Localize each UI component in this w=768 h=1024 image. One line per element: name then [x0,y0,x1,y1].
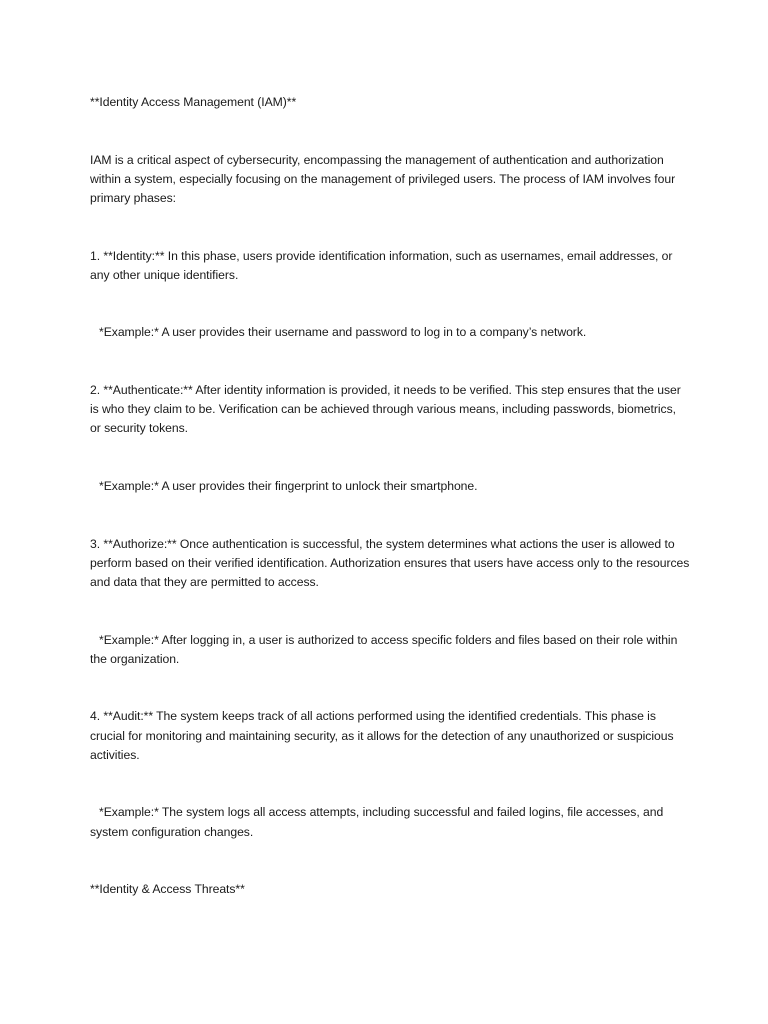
section-subheading: **Identity & Access Threats** [90,882,245,897]
document-heading: **Identity Access Management (IAM)** [90,95,297,109]
example-authorize-paragraph: *Example:* After logging in, a user is authorized to access specific folders and files based on their role within the organization. [90,632,678,666]
phase-audit-paragraph: 4. **Audit:** The system keeps track of all actions performed using the identified credentials. This phase is crucial for monitoring and maintaining security, as it allows for the detection of any unauthorized or suspicious activities. [90,709,674,762]
example-authenticate-paragraph: *Example:* A user provides their fingerprint to unlock their smartphone. [99,478,478,493]
phase-identity-paragraph: 1. **Identity:** In this phase, users provide identification information, such as usernames, email addresses, or any other unique identifiers. [90,248,673,282]
phase-authorize-paragraph: 3. **Authorize:** Once authentication is successful, the system determines what actions the user is allowed to perform based on their verified identification. Authorization ensures that users have access only to the resources and data that they are permitted to access. [90,536,690,589]
document-body [90,93,690,899]
example-audit-paragraph: *Example:* The system logs all access attempts, including successful and failed logins, file accesses, and system configuration changes. [90,805,664,839]
intro-paragraph: IAM is a critical aspect of cybersecurity, encompassing the management of authentication and authorization within a system, especially focusing on the management of privileged users. The process of IAM involves four primary phases: [90,152,676,205]
phase-authenticate-paragraph: 2. **Authenticate:** After identity information is provided, it needs to be verified. This step ensures that the user is who they claim to be. Verification can be achieved through various means, including passwords, biometrics, or security tokens. [90,382,681,436]
example-identity-paragraph: *Example:* A user provides their username and password to log in to a company’s network. [99,325,587,340]
